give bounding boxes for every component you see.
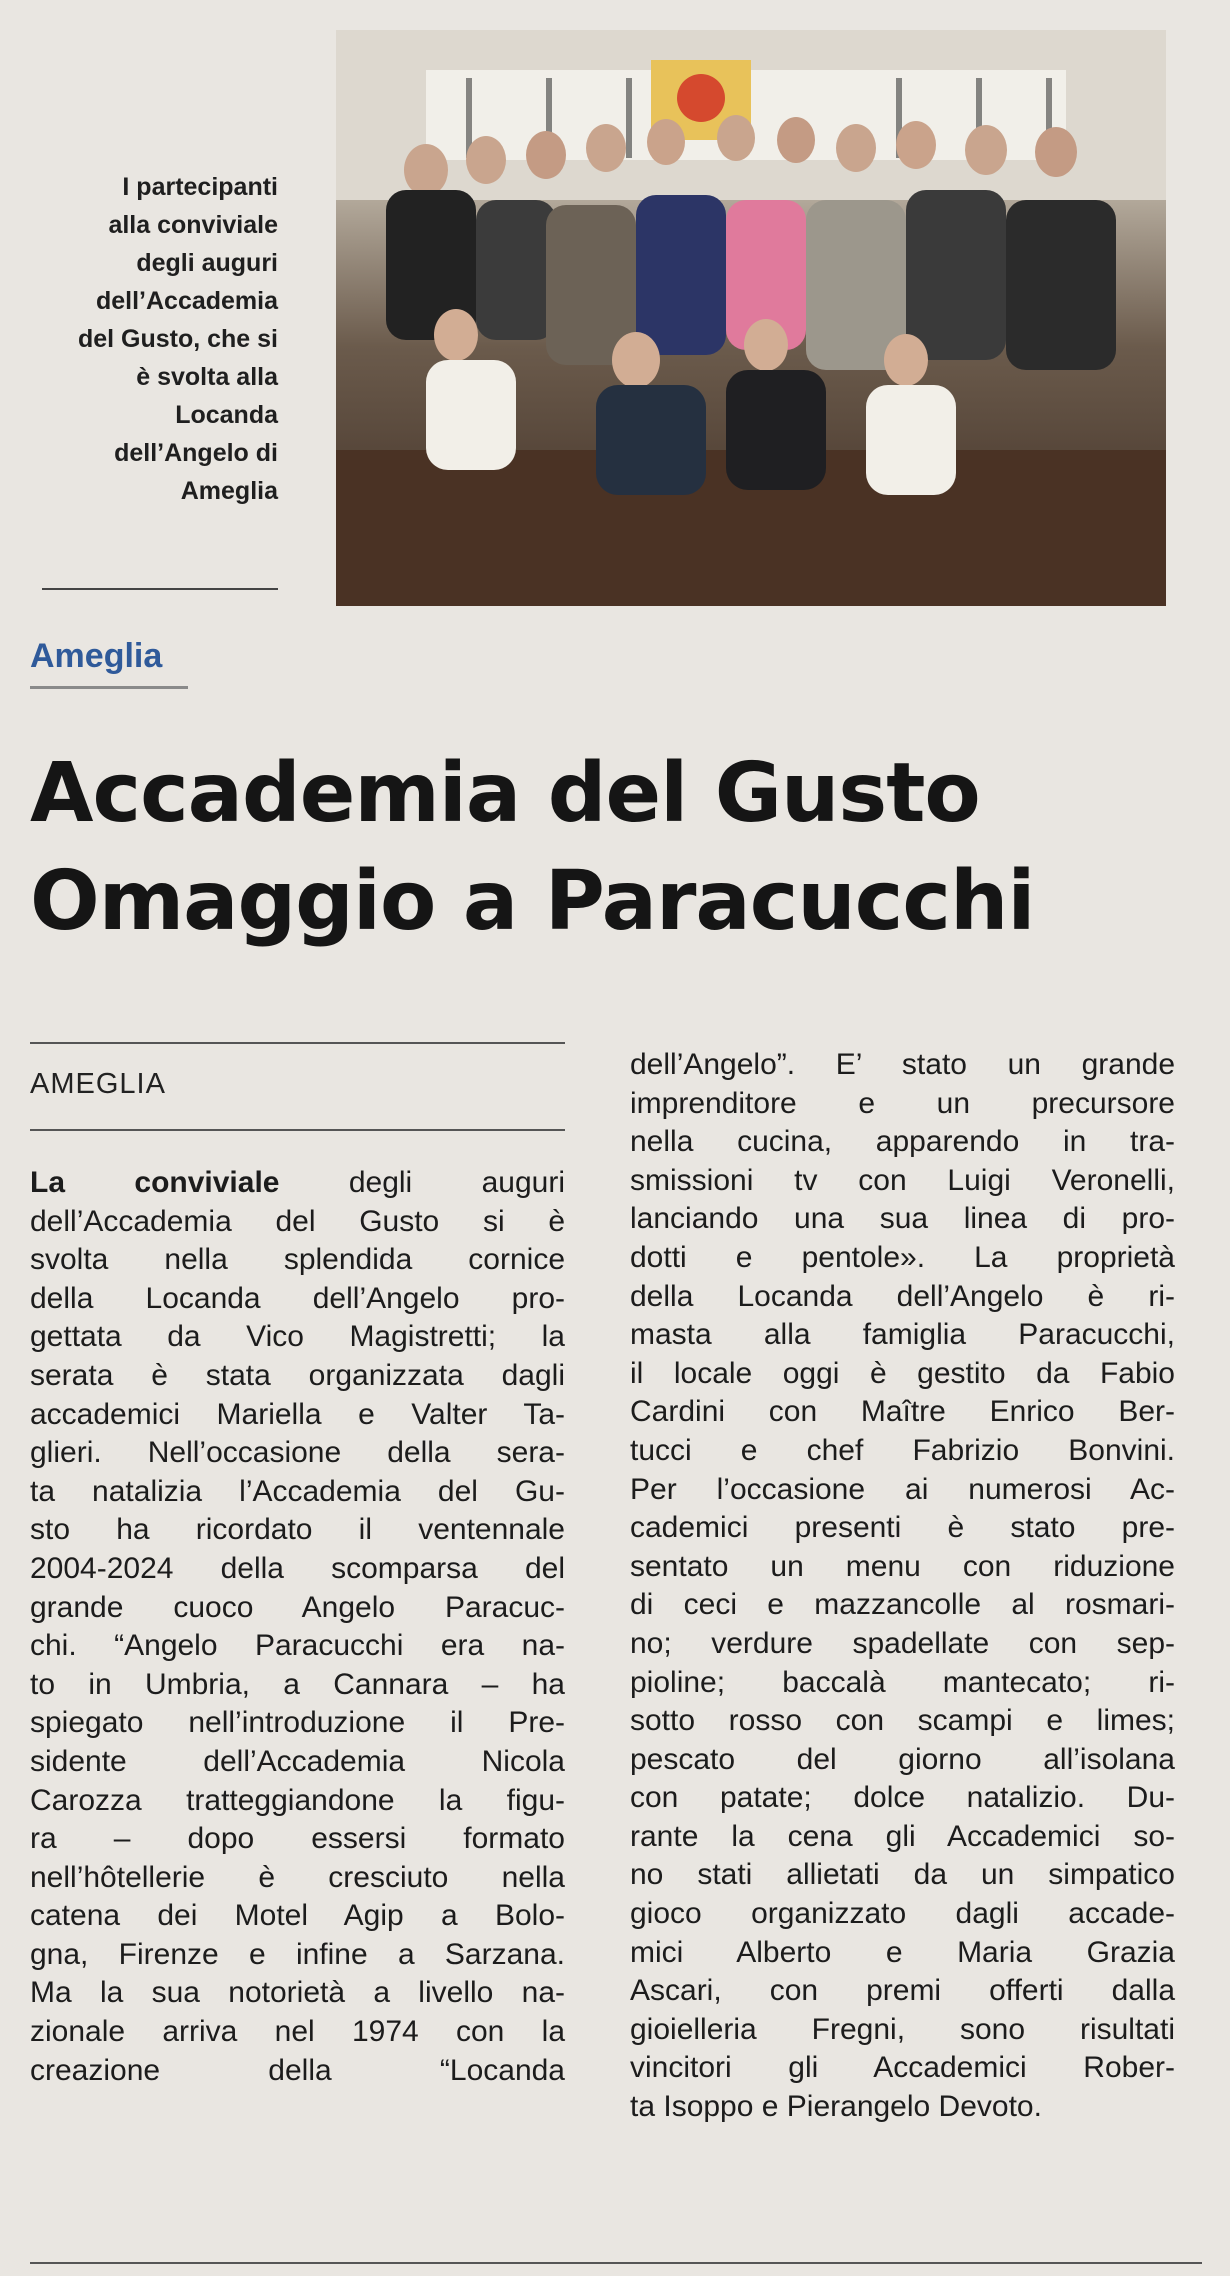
- body-line: Per l’occasione ai numerosi Ac-: [630, 1472, 1175, 1506]
- caption-line: Locanda: [175, 401, 278, 429]
- caption-line: dell’Accademia: [95, 287, 278, 315]
- body-line: accademici Mariella e Valter Ta-: [30, 1397, 565, 1431]
- body-line: smissioni tv con Luigi Veronelli,: [630, 1163, 1175, 1197]
- section-label: Ameglia: [30, 637, 163, 675]
- body-line: dell’Accademia del Gusto si è: [30, 1204, 565, 1238]
- body-line: Cardini con Maître Enrico Ber-: [630, 1395, 1175, 1429]
- body-line: vincitori gli Accademici Rober-: [630, 2051, 1175, 2085]
- body-line: svolta nella splendida cornice: [30, 1243, 565, 1277]
- caption-line: dell’Angelo di: [114, 439, 278, 467]
- caption-line: alla conviviale: [108, 211, 278, 239]
- body-line: dotti e pentole». La proprietà: [630, 1240, 1175, 1274]
- body-line: sidente dell’Accademia Nicola: [30, 1744, 565, 1778]
- body-line: to in Umbria, a Cannara – ha: [30, 1667, 565, 1701]
- body-line: nell’hôtellerie è cresciuto nella: [30, 1860, 565, 1894]
- body-line: chi. “Angelo Paracucchi era na-: [30, 1629, 565, 1663]
- body-line: sotto rosso con scampi e limes;: [630, 1704, 1175, 1738]
- body-line: pioline; baccalà mantecato; ri-: [630, 1665, 1175, 1699]
- caption-line: Ameglia: [180, 477, 278, 505]
- body-line: pescato del giorno all’isolana: [630, 1742, 1175, 1776]
- body-line: con patate; dolce natalizio. Du-: [630, 1781, 1175, 1815]
- body-line: il locale oggi è gestito da Fabio: [630, 1356, 1175, 1390]
- body-line: gioco organizzato dagli accade-: [630, 1897, 1175, 1931]
- body-line: [30, 1164, 565, 1203]
- photo-caption: [30, 168, 278, 510]
- caption-divider: [42, 588, 278, 590]
- caption-line: è svolta alla: [136, 363, 278, 391]
- body-line: ta natalizia l’Accademia del Gu-: [30, 1474, 565, 1508]
- group-photo: [336, 30, 1166, 606]
- body-line: della Locanda dell’Angelo è ri-: [630, 1279, 1175, 1313]
- body-line: ra – dopo essersi formato: [30, 1822, 565, 1856]
- body-line: masta alla famiglia Paracucchi,: [630, 1318, 1175, 1352]
- body-line: zionale arriva nel 1974 con la: [30, 2015, 565, 2049]
- body-line: creazione della “Locanda: [30, 2053, 565, 2087]
- body-line: Ascari, con premi offerti dalla: [630, 1974, 1175, 2008]
- body-line: catena dei Motel Agip a Bolo-: [30, 1899, 565, 1933]
- dateline-bottom-rule: [30, 1129, 565, 1131]
- body-line: grande cuoco Angelo Paracuc-: [30, 1590, 565, 1624]
- body-line: mici Alberto e Maria Grazia: [630, 1935, 1175, 1969]
- body-line: glieri. Nell’occasione della sera-: [30, 1436, 565, 1470]
- body-line: gettata da Vico Magistretti; la: [30, 1320, 565, 1354]
- body-line: tucci e chef Fabrizio Bonvini.: [630, 1433, 1175, 1467]
- body-line: spiegato nell’introduzione il Pre-: [30, 1706, 565, 1740]
- caption-line: I partecipanti: [122, 173, 278, 201]
- section-underline: [30, 686, 188, 689]
- body-line: della Locanda dell’Angelo pro-: [30, 1281, 565, 1315]
- body-line: gioielleria Fregni, sono risultati: [630, 2012, 1175, 2046]
- body-line: no stati allietati da un simpatico: [630, 1858, 1175, 1892]
- article-headline: [30, 740, 1210, 956]
- body-line: nella cucina, apparendo in tra-: [630, 1125, 1175, 1159]
- body-line: sentato un menu con riduzione: [630, 1549, 1175, 1583]
- body-line: dell’Angelo”. E’ stato un grande: [630, 1048, 1175, 1081]
- caption-line: del Gusto, che si: [77, 325, 278, 353]
- body-line: imprenditore e un precursore: [630, 1086, 1175, 1120]
- article-column-2: [630, 1046, 1175, 2127]
- headline-line-1: Accademia del Gusto: [30, 746, 980, 841]
- headline-line-2: Omaggio a Paracucchi: [30, 854, 1035, 949]
- body-line: Carozza tratteggiandone la figu-: [30, 1783, 565, 1817]
- body-line: Ma la sua notorietà a livello na-: [30, 1976, 565, 2010]
- dateline: AMEGLIA: [30, 1068, 166, 1100]
- page-bottom-rule: [30, 2262, 1202, 2264]
- body-line: ta Isoppo e Pierangelo Devoto.: [630, 2090, 1042, 2124]
- body-line: rante la cena gli Accademici so-: [630, 1819, 1175, 1853]
- body-line: serata è stata organizzata dagli: [30, 1358, 565, 1392]
- article-column-1: [30, 1164, 565, 2090]
- body-line: di ceci e mazzancolle al rosmari-: [630, 1588, 1175, 1622]
- body-line: lanciando una sua linea di pro-: [630, 1202, 1175, 1236]
- body-line: gna, Firenze e infine a Sarzana.: [30, 1937, 565, 1971]
- body-line: cademici presenti è stato pre-: [630, 1511, 1175, 1545]
- group-photo-illustration: [336, 30, 1166, 606]
- body-line: no; verdure spadellate con sep-: [630, 1626, 1175, 1660]
- body-line: sto ha ricordato il ventennale: [30, 1513, 565, 1547]
- caption-line: degli auguri: [136, 249, 278, 277]
- lead-line-rest: degli auguri: [279, 1166, 565, 1199]
- body-line: 2004-2024 della scomparsa del: [30, 1551, 565, 1585]
- lead-in: La conviviale: [30, 1166, 280, 1199]
- dateline-top-rule: [30, 1042, 565, 1044]
